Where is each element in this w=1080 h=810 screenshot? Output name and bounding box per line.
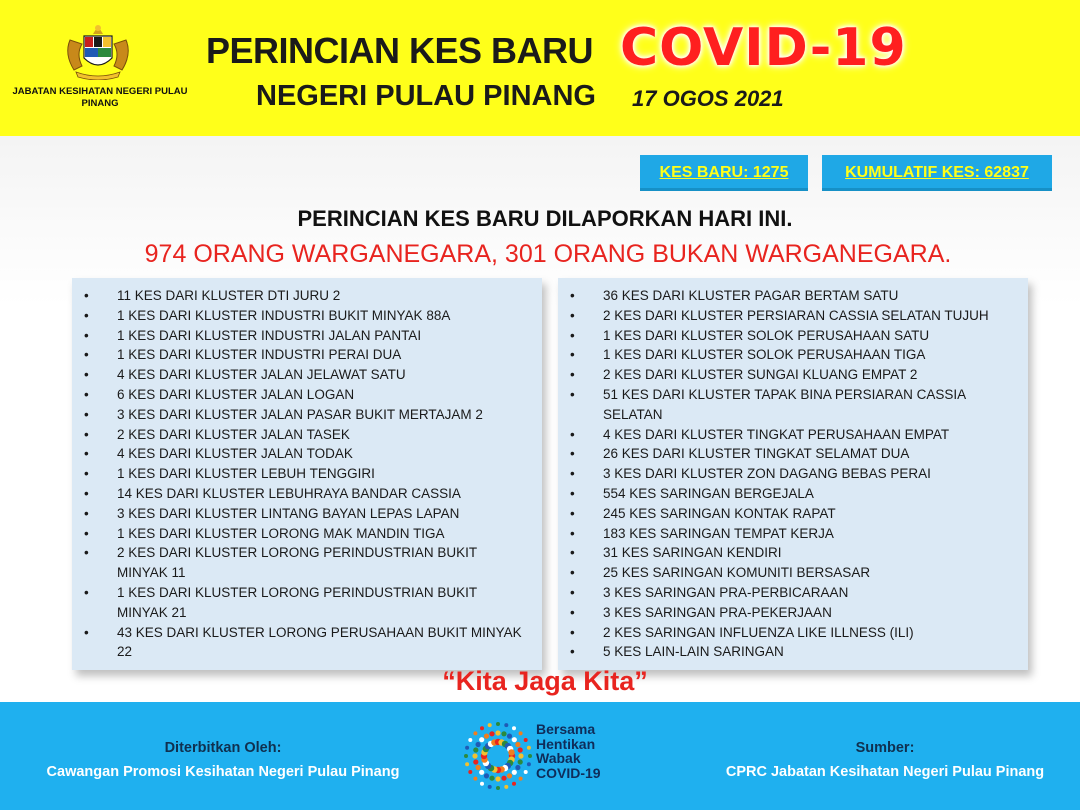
covid-title: COVID-19 <box>620 18 907 78</box>
list-item: • 4 KES DARI KLUSTER JALAN JELAWAT SATU <box>84 365 530 385</box>
list-item: • 1 KES DARI KLUSTER INDUSTRI JALAN PANTAI <box>84 326 530 346</box>
logo-dot <box>518 759 523 764</box>
logo-dot <box>476 742 481 747</box>
cluster-list-left <box>72 278 542 670</box>
report-date: 17 OGOS 2021 <box>632 86 784 111</box>
list-item: • 2 KES DARI KLUSTER SUNGAI KLUANG EMPAT 2 <box>570 365 1016 385</box>
logo-dot <box>504 785 508 789</box>
list-item: • 3 KES DARI KLUSTER JALAN PASAR BUKIT MERTAJAM 2 <box>84 405 530 425</box>
logo-dot <box>501 776 506 781</box>
logo-dot <box>479 770 484 775</box>
logo-dot <box>524 738 528 742</box>
campaign-line: Hentikan <box>536 735 596 752</box>
list-item: • 2 KES DARI KLUSTER PERSIARAN CASSIA SELATAN TUJUH <box>570 306 1016 326</box>
logo-dot <box>508 749 514 755</box>
logo-dot <box>495 730 500 735</box>
logo-dot <box>495 776 500 781</box>
list-item: • 3 KES DARI KLUSTER ZON DAGANG BEBAS PERAI <box>570 464 1016 484</box>
list-item: • 1 KES DARI KLUSTER LORONG MAK MANDIN TIGA <box>84 524 530 544</box>
logo-dot <box>472 753 477 758</box>
publisher-name: Cawangan Promosi Kesihatan Negeri Pulau Pinang <box>46 764 400 780</box>
logo-dot <box>488 723 492 727</box>
logo-dot <box>512 726 516 730</box>
list-item: • 5 KES LAIN-LAIN SARINGAN <box>570 642 1016 662</box>
logo-dot <box>465 762 469 766</box>
list-item: • 1 KES DARI KLUSTER LEBUH TENGGIRI <box>84 464 530 484</box>
list-item: • 3 KES SARINGAN PRA-PERBICARAAN <box>570 583 1016 603</box>
list-item: • 4 KES DARI KLUSTER TINGKAT PERUSAHAAN EMPAT <box>570 425 1016 445</box>
logo-dot <box>489 776 494 781</box>
logo-dot <box>476 765 481 770</box>
logo-dot <box>527 762 531 766</box>
source-label: Sumber: <box>855 740 915 756</box>
list-item: • 1 KES DARI KLUSTER INDUSTRI BUKIT MINYAK 88A <box>84 306 530 326</box>
logo-dot <box>515 742 520 747</box>
campaign-line: Bersama <box>536 721 596 737</box>
list-item: • 11 KES DARI KLUSTER DTI JURU 2 <box>84 286 530 306</box>
list-item: • 1 KES DARI KLUSTER INDUSTRI PERAI DUA <box>84 345 530 365</box>
state-title: NEGERI PULAU PINANG <box>256 80 596 112</box>
list-item: • 2 KES SARINGAN INFLUENZA LIKE ILLNESS (ILI) <box>570 623 1016 643</box>
list-item: • 51 KES DARI KLUSTER TAPAK BINA PERSIARAN CASSIA SELATAN <box>570 385 1016 425</box>
logo-dot <box>504 723 508 727</box>
list-item: • 1 KES DARI KLUSTER SOLOK PERUSAHAAN SATU <box>570 326 1016 346</box>
logo-dot <box>473 731 477 735</box>
logo-dot <box>507 734 512 739</box>
logo-dot <box>512 770 517 775</box>
list-item: • 1 KES DARI KLUSTER LORONG PERINDUSTRIAN BUKIT MINYAK 21 <box>84 583 530 623</box>
coat-of-arms-icon <box>58 22 138 80</box>
page-title: PERINCIAN KES BARU <box>206 30 594 71</box>
list-item: • 3 KES SARINGAN PRA-PEKERJAAN <box>570 603 1016 623</box>
list-item: • 2 KES DARI KLUSTER LORONG PERINDUSTRIAN BUKIT MINYAK 11 <box>84 543 530 583</box>
logo-dot <box>464 754 468 758</box>
list-item: • 6 KES DARI KLUSTER JALAN LOGAN <box>84 385 530 405</box>
logo-dot <box>512 782 516 786</box>
list-item: • 43 KES DARI KLUSTER LORONG PERUSAHAAN BUKIT MINYAK 22 <box>84 623 530 663</box>
case-list <box>570 286 1016 662</box>
logo-dot <box>468 770 472 774</box>
logo-dot <box>488 785 492 789</box>
list-item: • 2 KES DARI KLUSTER JALAN TASEK <box>84 425 530 445</box>
logo-dot <box>518 747 523 752</box>
list-item: • 3 KES DARI KLUSTER LINTANG BAYAN LEPAS LAPAN <box>84 504 530 524</box>
logo-dot <box>473 777 477 781</box>
logo-dot <box>489 731 494 736</box>
list-item: • 26 KES DARI KLUSTER TINGKAT SELAMAT DUA <box>570 444 1016 464</box>
logo-dot <box>473 747 478 752</box>
list-item: • 1 KES DARI KLUSTER SOLOK PERUSAHAAN TIGA <box>570 345 1016 365</box>
case-list <box>84 286 530 662</box>
logo-dot <box>501 731 506 736</box>
nationality-breakdown: 974 ORANG WARGANEGARA, 301 ORANG BUKAN WARGANEGARA. <box>144 240 952 268</box>
logo-dot <box>515 765 520 770</box>
logo-dot <box>519 731 523 735</box>
new-cases-badge: KES BARU: 1275 <box>640 155 808 191</box>
logo-dot <box>512 737 517 742</box>
logo-dot <box>496 786 500 790</box>
campaign-line: Wabak <box>536 750 581 766</box>
section-heading: PERINCIAN KES BARU DILAPORKAN HARI INI. <box>297 206 793 231</box>
source-name: CPRC Jabatan Kesihatan Negeri Pulau Pinang <box>725 764 1045 780</box>
logo-dot <box>479 737 484 742</box>
campaign-line: COVID-19 <box>536 764 601 781</box>
logo-dot <box>468 738 472 742</box>
logo-dot <box>527 746 531 750</box>
list-item: • 31 KES SARINGAN KENDIRI <box>570 543 1016 563</box>
logo-dot <box>465 746 469 750</box>
publisher-label: Diterbitkan Oleh: <box>164 740 282 756</box>
logo-dot <box>484 734 489 739</box>
list-item: • 4 KES DARI KLUSTER JALAN TODAK <box>84 444 530 464</box>
slogan: “Kita Jaga Kita” <box>442 666 648 696</box>
campaign-slogan <box>536 722 601 780</box>
logo-dot <box>473 759 478 764</box>
list-item: • 25 KES SARINGAN KOMUNITI BERSASAR <box>570 563 1016 583</box>
logo-dot <box>518 753 523 758</box>
list-item: • 36 KES DARI KLUSTER PAGAR BERTAM SATU <box>570 286 1016 306</box>
logo-dot <box>524 770 528 774</box>
logo-dot <box>480 782 484 786</box>
logo-dot <box>528 754 532 758</box>
list-item: • 183 KES SARINGAN TEMPAT KERJA <box>570 524 1016 544</box>
logo-dot <box>519 777 523 781</box>
logo-dot <box>507 773 512 778</box>
list-item: • 245 KES SARINGAN KONTAK RAPAT <box>570 504 1016 524</box>
list-item: • 14 KES DARI KLUSTER LEBUHRAYA BANDAR CASSIA <box>84 484 530 504</box>
logo-dot <box>484 773 489 778</box>
cumulative-cases-badge: KUMULATIF KES: 62837 <box>822 155 1052 191</box>
logo-dot <box>496 722 500 726</box>
list-item: • 554 KES SARINGAN BERGEJALA <box>570 484 1016 504</box>
logo-dot <box>480 726 484 730</box>
agency-name: JABATAN KESIHATAN NEGERI PULAU PINANG <box>12 86 188 109</box>
cluster-list-right <box>558 278 1028 670</box>
